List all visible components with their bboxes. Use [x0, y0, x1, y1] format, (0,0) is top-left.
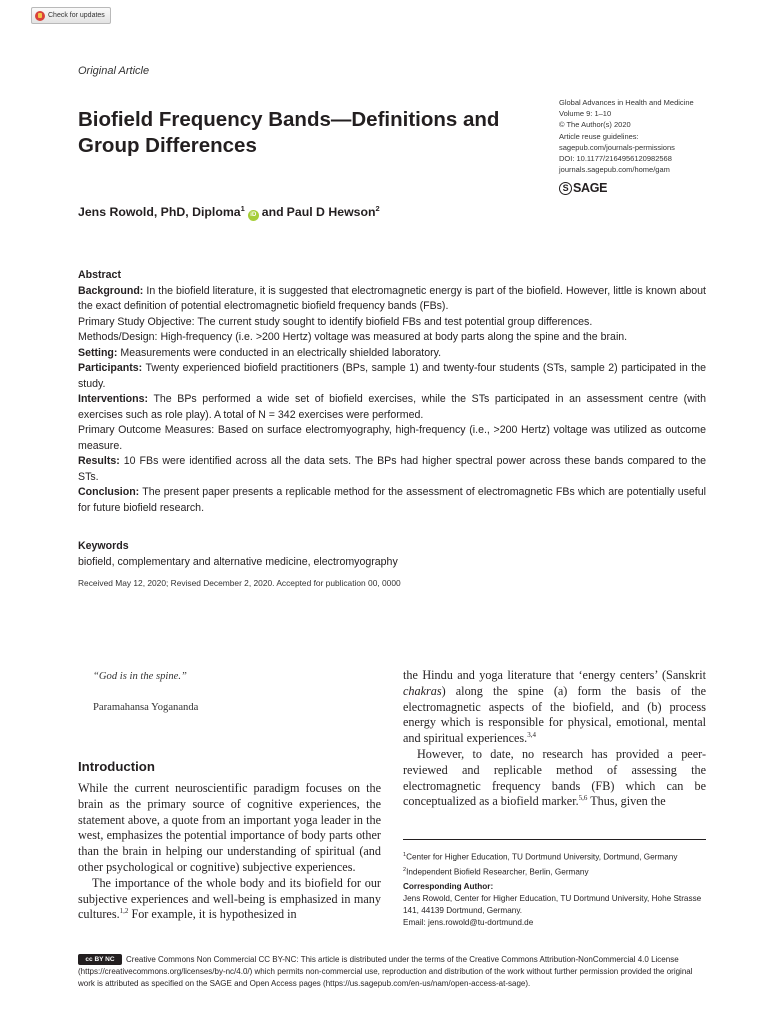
keywords — [78, 539, 398, 570]
corresponding-author-label: Corresponding Author: — [403, 881, 494, 891]
abstract-text-objective: Primary Study Objective: The current study sought to identify biofield FBs and test potential group differences. — [78, 315, 593, 328]
epigraph-quote: “God is in the spine.” — [93, 671, 187, 682]
abstract-section — [78, 454, 706, 485]
license-text: Creative Commons Non Commercial CC BY-NC: This article is distributed under the terms of the Creative Commons Attribution-NonCommercial 4.0 License (https://creativecommons.org/licenses/by-nc/4.0/) which permits non-commercial use, reproduction and distribution of the work without further permission provided the original work is attributed as specified on the SAGE and Open Access pages (https://us.sagepub.com/en-us/nam/open-access-at-sage). — [78, 955, 693, 988]
abstract-section — [78, 330, 706, 346]
author-1[interactable]: Jens Rowold, PhD, Diploma — [78, 205, 241, 220]
abstract-text-participants: Twenty experienced biofield practitioners (BPs, sample 1) and twenty-four students (STs, sample 2) participated in the study. — [78, 362, 706, 390]
body-text: Thus, given the — [587, 794, 666, 809]
author-line — [78, 204, 380, 221]
abstract-label-participants: Participants: — [78, 362, 143, 374]
body-paragraph — [403, 747, 706, 810]
body-paragraph — [403, 668, 706, 747]
affiliation-1-marker: 1 — [403, 852, 407, 858]
keywords-heading: Keywords — [78, 540, 129, 552]
cc-by-nc-badge-icon: cc BY NC — [78, 954, 122, 965]
journal-copyright: © The Author(s) 2020 — [559, 120, 631, 130]
abstract-heading: Abstract — [78, 269, 121, 281]
corresponding-author-email[interactable]: Email: jens.rowold@tu-dortmund.de — [403, 917, 534, 927]
abstract-label-interventions: Interventions: — [78, 393, 149, 405]
abstract-label-background: Background: — [78, 284, 144, 297]
journal-name: Global Advances in Health and Medicine — [559, 98, 694, 107]
abstract-text-background: In the biofield literature, it is suggested that electromagnetic energy is part of the biofield. However, little is known about the exact definition of potential electromagnetic biofield frequency bands (FBs). — [78, 284, 706, 312]
section-heading-introduction: Introduction — [78, 759, 155, 774]
body-text: However, to date, no research has provided a peer-reviewed and replicable method of assessing the electromagnetic frequency bands (FB) which can be conceptualized as a biofield marker. — [403, 746, 706, 809]
body-paragraph: While the current neuroscientific paradigm focuses on the brain as the primary source of cognitive experiences, the statement above, a quote from an important yoga leader in the west, emphasizes the potential importance of body parts other than the brain in helping our understanding of spiritual (and other psychological or cognitive) subjective experiences. — [78, 781, 381, 874]
abstract-section — [78, 284, 706, 315]
abstract-text-methods: Methods/Design: High-frequency (i.e. >200 Hertz) voltage was measured at body parts along the spine and the brain. — [78, 331, 628, 343]
license-notice — [78, 954, 706, 990]
journal-info — [559, 97, 694, 175]
body-text-italic: chakras — [403, 683, 442, 698]
affiliation-2-marker: 2 — [403, 866, 407, 873]
body-text: the Hindu and yoga literature that ‘energy centers’ (Sanskrit — [403, 668, 706, 682]
abstract-text-interventions: The BPs performed a wide set of biofield exercises, while the STs participated in an assessment centre (with exercises such as role play). A total of N = 342 exercises were performed. — [78, 393, 706, 421]
sage-logo-text: SAGE — [573, 181, 608, 195]
abstract-label-conclusion: Conclusion: — [78, 486, 140, 498]
body-text: ) along the spine (a) form the basis of the electromagnetic aspects of the biofield, and (b) process energy which is responsible for physical, emotional, mental and spiritual experiences. — [403, 683, 706, 746]
abstract-text-setting: Measurements were conducted in an electrically shielded laboratory. — [117, 346, 442, 359]
footnotes — [403, 849, 706, 929]
journal-home-link[interactable]: journals.sagepub.com/home/gam — [559, 165, 670, 175]
abstract-section — [78, 423, 706, 454]
body-text: The importance of the whole body and its biofield for our subjective experiences and well-being is emphasized in many cultures. — [78, 875, 381, 922]
journal-permissions-link[interactable]: sagepub.com/journals-permissions — [559, 142, 675, 152]
affiliation-2: Independent Biofield Researcher, Berlin, Germany — [406, 867, 589, 877]
received-dates: Received May 12, 2020; Revised December 2, 2020. Accepted for publication 00, 0000 — [78, 578, 401, 588]
affiliation-1: Center for Higher Education, TU Dortmund University, Dortmund, Germany — [406, 852, 678, 862]
sage-logo — [559, 181, 607, 195]
article-type: Original Article — [78, 65, 150, 77]
author-1-affiliation: 1 — [240, 204, 245, 213]
author-connector: and — [261, 205, 284, 220]
abstract — [78, 268, 706, 516]
sage-logo-icon: S — [559, 182, 572, 195]
body-column-right — [403, 668, 706, 810]
check-for-updates-label: Check for updates — [48, 12, 105, 19]
check-for-updates-button[interactable] — [31, 7, 111, 24]
orcid-icon[interactable]: iD — [248, 210, 259, 221]
citation-ref[interactable]: 3,4 — [527, 731, 536, 740]
journal-doi[interactable]: DOI: 10.1177/2164956120982568 — [559, 154, 672, 164]
author-2-affiliation: 2 — [375, 204, 380, 213]
abstract-text-results: 10 FBs were identified across all the data sets. The BPs had higher spectral power across these bands compared to the STs. — [78, 455, 706, 483]
body-paragraph — [78, 876, 381, 923]
keywords-list: biofield, complementary and alternative medicine, electromyography — [78, 555, 398, 568]
abstract-section — [78, 485, 706, 516]
abstract-section — [78, 315, 706, 331]
citation-ref[interactable]: 1,2 — [119, 907, 129, 916]
citation-ref[interactable]: 5,6 — [578, 794, 588, 803]
journal-volume: Volume 9: 1–10 — [559, 109, 612, 119]
epigraph-author: Paramahansa Yogananda — [93, 702, 199, 713]
journal-reuse-label: Article reuse guidelines: — [559, 131, 639, 141]
footnote-divider — [403, 839, 706, 840]
author-2[interactable]: Paul D Hewson — [286, 205, 376, 220]
abstract-text-conclusion: The present paper presents a replicable method for the assessment of electromagnetic FBs which are potentially useful for future biofield research. — [78, 486, 706, 514]
article-title: Biofield Frequency Bands—Definitions and Group Differences — [78, 108, 500, 157]
crossmark-icon — [35, 11, 45, 21]
body-column-left — [78, 781, 381, 923]
abstract-section — [78, 346, 706, 362]
abstract-label-results: Results: — [78, 455, 120, 467]
abstract-text-outcome: Primary Outcome Measures: Based on surface electromyography, high-frequency (i.e., >200 Hertz) voltage was utilized as outcome measure. — [78, 424, 706, 452]
abstract-section — [78, 361, 706, 392]
body-text: For example, it is hypothesized in — [128, 907, 297, 922]
abstract-label-setting: Setting: — [78, 346, 118, 359]
corresponding-author-address: Jens Rowold, Center for Higher Education, TU Dortmund University, Hohe Strasse 141, 44139 Dortmund, Germany. — [403, 893, 702, 915]
abstract-section — [78, 392, 706, 423]
